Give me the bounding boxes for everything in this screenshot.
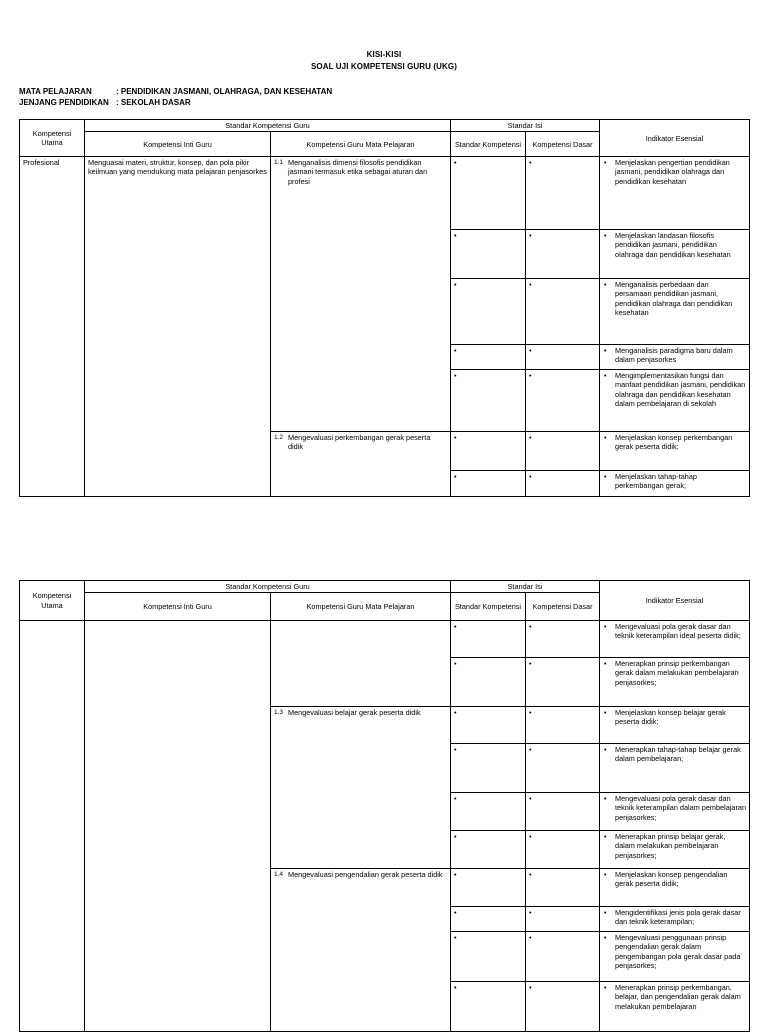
kompetensi-dasar-cell	[526, 982, 600, 1032]
indikator-text: Mengevaluasi pola gerak dasar dan teknik keterampilan ideal peserta didik;	[615, 622, 741, 641]
indikator-cell	[600, 157, 750, 230]
kisi-table-page-1	[19, 119, 749, 497]
indikator-text: Menerapkan prinsip perkembangan, belajar, dan pengendalian gerak dalam melakukan pembelajaran	[615, 983, 741, 1011]
kgmp-cell-continued	[271, 621, 451, 707]
indikator-cell	[600, 932, 750, 982]
kompetensi-dasar-cell	[526, 471, 600, 497]
bullet-icon: •	[604, 158, 607, 168]
header-kompetensi-inti-guru: Kompetensi Inti Guru	[85, 593, 271, 621]
indikator-text: Menjelaskan konsep pengendalian gerak peserta didik;	[615, 870, 728, 889]
indikator-text: Mengimplementasikan fungsi dan manfaat pendidikan jasmani, pendidikan olahraga dan pendidikan kesehatan dalam pembelajaran di sekolah	[615, 371, 746, 408]
indikator-cell	[600, 471, 750, 497]
kgmp-cell	[271, 157, 451, 432]
jenjang-label: JENJANG PENDIDIKAN	[19, 98, 109, 107]
standar-kompetensi-cell	[451, 621, 526, 658]
kompetensi-dasar-cell	[526, 744, 600, 793]
bullet-icon: •	[604, 745, 607, 755]
bullet-icon: •	[604, 933, 607, 943]
document-title: KISI-KISI	[366, 50, 402, 59]
kgmp-number: 1.1	[274, 159, 284, 167]
indikator-text: Mengevaluasi penggunaan prinsip pengendalian gerak dalam pengembangan pola gerak dasar pada penjasorkes;	[615, 933, 741, 970]
indikator-cell	[600, 345, 750, 370]
indikator-cell	[600, 831, 750, 869]
indikator-cell	[600, 658, 750, 707]
kompetensi-dasar-cell	[526, 157, 600, 230]
header-standar-kompetensi: Standar Kompetensi	[451, 593, 526, 621]
indikator-text: Menerapkan tahap-tahap belajar gerak dalam pembelajaran;	[615, 745, 741, 764]
indikator-cell	[600, 744, 750, 793]
standar-kompetensi-cell	[451, 831, 526, 869]
kompetensi-dasar-cell	[526, 907, 600, 932]
bullet-icon: •	[604, 908, 607, 918]
kompetensi-dasar-cell	[526, 793, 600, 831]
header-standar-kompetensi-guru: Standar Kompetensi Guru	[85, 120, 451, 132]
kompetensi-dasar-cell	[526, 279, 600, 345]
header-standar-isi: Standar Isi	[451, 120, 600, 132]
standar-kompetensi-cell	[451, 658, 526, 707]
kompetensi-dasar-cell	[526, 658, 600, 707]
indikator-text: Menganalisis paradigma baru dalam dalam penjasorkes	[615, 346, 733, 365]
indikator-text: Menerapkan prinsip belajar gerak, dalam melakukan pembelajaran penjasorkes;	[615, 832, 726, 860]
standar-kompetensi-cell	[451, 707, 526, 744]
standar-kompetensi-cell	[451, 471, 526, 497]
standar-kompetensi-cell	[451, 744, 526, 793]
kompetensi-dasar-cell	[526, 707, 600, 744]
kompetensi-dasar-cell	[526, 370, 600, 432]
standar-kompetensi-cell	[451, 869, 526, 907]
indikator-text: Menganalisis perbedaan dan persamaan pendidikan jasmani, pendidikan olahraga dan pendidikan kesehatan	[615, 280, 733, 317]
document-subtitle: SOAL UJI KOMPETENSI GURU (UKG)	[311, 62, 457, 71]
kompetensi-dasar-cell	[526, 831, 600, 869]
bullet-icon: •	[604, 708, 607, 718]
bullet-icon: •	[604, 231, 607, 241]
kgmp-cell	[271, 432, 451, 497]
header-kompetensi-utama: Kompetensi Utama	[20, 120, 85, 157]
indikator-cell	[600, 370, 750, 432]
header-indikator-esensial: Indikator Esensial	[600, 581, 750, 621]
kgmp-text: Menganalisis dimensi filosofis pendidikan jasmani termasuk etika sebagai aturan dan profesi	[288, 158, 428, 186]
bullet-icon: •	[604, 280, 607, 290]
meta-jenjang	[19, 98, 191, 107]
standar-kompetensi-cell	[451, 793, 526, 831]
header-kompetensi-dasar: Kompetensi Dasar	[526, 132, 600, 157]
kompetensi-inti-cell: Menguasai materi, struktur, konsep, dan pola pikir keilmuan yang mendukung mata pelajaran penjasorkes	[85, 157, 271, 497]
bullet-icon: •	[604, 622, 607, 632]
kompetensi-dasar-cell	[526, 932, 600, 982]
indikator-cell	[600, 907, 750, 932]
header-kompetensi-guru-mapel: Kompetensi Guru Mata Pelajaran	[271, 132, 451, 157]
indikator-cell	[600, 869, 750, 907]
kompetensi-utama-cell: Profesional	[20, 157, 85, 497]
bullet-icon: •	[604, 983, 607, 993]
indikator-cell	[600, 279, 750, 345]
kgmp-number: 1.2	[274, 434, 284, 442]
kgmp-number: 1.4	[274, 871, 284, 879]
kgmp-text: Mengevaluasi perkembangan gerak peserta didik	[288, 433, 431, 452]
standar-kompetensi-cell	[451, 432, 526, 471]
indikator-cell	[600, 621, 750, 658]
bullet-icon: •	[604, 371, 607, 381]
kgmp-text: Mengevaluasi pengendalian gerak peserta didik	[288, 870, 443, 880]
mapel-label: MATA PELAJARAN	[19, 87, 92, 96]
header-standar-kompetensi: Standar Kompetensi	[451, 132, 526, 157]
indikator-cell	[600, 230, 750, 279]
kompetensi-dasar-cell	[526, 345, 600, 370]
standar-kompetensi-cell	[451, 279, 526, 345]
indikator-cell	[600, 982, 750, 1032]
kompetensi-dasar-cell	[526, 621, 600, 658]
indikator-text: Mengidentifikasi jenis pola gerak dasar dan teknik keterampilan;	[615, 908, 741, 927]
bullet-icon: •	[604, 433, 607, 443]
kompetensi-dasar-cell	[526, 869, 600, 907]
indikator-cell	[600, 432, 750, 471]
kompetensi-inti-cell	[85, 621, 271, 1032]
header-standar-isi: Standar Isi	[451, 581, 600, 593]
jenjang-value: : SEKOLAH DASAR	[116, 98, 191, 107]
meta-mapel	[19, 87, 332, 96]
bullet-icon: •	[604, 346, 607, 356]
kompetensi-dasar-cell	[526, 432, 600, 471]
indikator-text: Menerapkan prinsip perkembangan gerak dalam melakukan pembelajaran penjasorkes;	[615, 659, 739, 687]
header-kompetensi-dasar: Kompetensi Dasar	[526, 593, 600, 621]
header-kompetensi-inti-guru: Kompetensi Inti Guru	[85, 132, 271, 157]
standar-kompetensi-cell	[451, 230, 526, 279]
header-standar-kompetensi-guru: Standar Kompetensi Guru	[85, 581, 451, 593]
kgmp-cell	[271, 869, 451, 1032]
standar-kompetensi-cell	[451, 932, 526, 982]
kompetensi-dasar-cell	[526, 230, 600, 279]
standar-kompetensi-cell	[451, 370, 526, 432]
standar-kompetensi-cell	[451, 157, 526, 230]
standar-kompetensi-cell	[451, 907, 526, 932]
bullet-icon: •	[604, 659, 607, 669]
indikator-text: Menjelaskan konsep belajar gerak peserta didik;	[615, 708, 726, 727]
bullet-icon: •	[604, 870, 607, 880]
header-indikator-esensial: Indikator Esensial	[600, 120, 750, 157]
mapel-value: : PENDIDIKAN JASMANI, OLAHRAGA, DAN KESEHATAN	[116, 87, 333, 96]
kisi-table-page-2	[19, 580, 749, 1032]
kgmp-number: 1.3	[274, 709, 284, 717]
bullet-icon: •	[604, 794, 607, 804]
indikator-text: Mengevaluasi pola gerak dasar dan teknik keterampilan dalam pembelajaran penjasorkes;	[615, 794, 747, 822]
header-kompetensi-guru-mapel: Kompetensi Guru Mata Pelajaran	[271, 593, 451, 621]
indikator-text: Menjelaskan pengertian pendidikan jasmani, pendidikan olahraga dan pendidikan kesehatan	[615, 158, 730, 186]
bullet-icon: •	[604, 472, 607, 482]
header-kompetensi-utama: Kompetensi Utama	[20, 581, 85, 621]
kgmp-text: Mengevaluasi belajar gerak peserta didik	[288, 708, 421, 718]
indikator-text: Menjelaskan landasan filosofis pendidikan jasmani, pendidikan olahraga dan pendidikan kesehatan	[615, 231, 731, 259]
standar-kompetensi-cell	[451, 345, 526, 370]
indikator-cell	[600, 793, 750, 831]
kgmp-cell	[271, 707, 451, 869]
bullet-icon: •	[604, 832, 607, 842]
standar-kompetensi-cell	[451, 982, 526, 1032]
kompetensi-utama-cell	[20, 621, 85, 1032]
indikator-text: Menjelaskan konsep perkembangan gerak peserta didik;	[615, 433, 733, 452]
indikator-text: Menjelaskan tahap-tahap perkembangan gerak;	[615, 472, 697, 491]
indikator-cell	[600, 707, 750, 744]
